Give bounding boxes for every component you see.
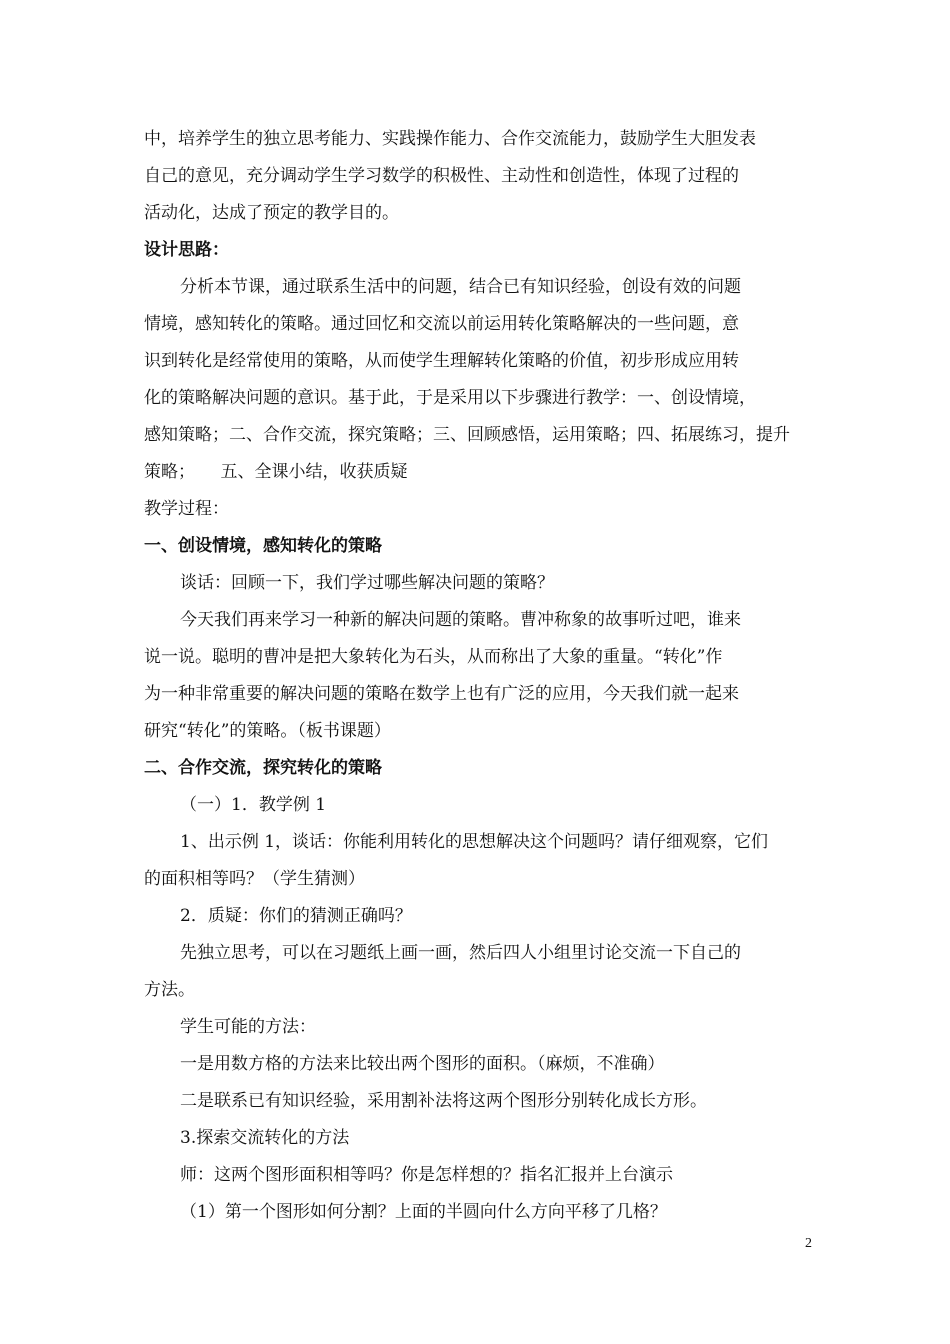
body-text-line: 谈话：回顾一下，我们学过哪些解决问题的策略？ <box>180 573 554 593</box>
body-text-line: 3.探索交流转化的方法 <box>180 1128 350 1148</box>
body-text-line: 二是联系已有知识经验，采用割补法将这两个图形分别转化成长方形。 <box>180 1091 707 1111</box>
body-text-line: 先独立思考，可以在习题纸上画一画，然后四人小组里讨论交流一下自己的 <box>180 943 741 963</box>
body-text-line: 中，培养学生的独立思考能力、实践操作能力、合作交流能力，鼓励学生大胆发表 <box>144 129 756 149</box>
body-text-line: 方法。 <box>144 980 195 1000</box>
section-heading-1: 一、创设情境，感知转化的策略 <box>144 536 382 556</box>
body-text-line: （1）第一个图形如何分割？上面的半圆向什么方向平移了几格？ <box>180 1202 667 1222</box>
section-heading-2: 二、合作交流，探究转化的策略 <box>144 758 382 778</box>
body-text-line: 化的策略解决问题的意识。基于此，于是采用以下步骤进行教学：一、创设情境， <box>144 388 756 408</box>
body-text-line: 情境，感知转化的策略。通过回忆和交流以前运用转化策略解决的一些问题，意 <box>144 314 739 334</box>
body-text-line: 的面积相等吗？（学生猜测） <box>144 869 365 889</box>
body-text-line: 识到转化是经常使用的策略，从而使学生理解转化策略的价值，初步形成应用转 <box>144 351 739 371</box>
body-text-line: 1、出示例 1，谈话：你能利用转化的思想解决这个问题吗？请仔细观察，它们 <box>180 832 769 852</box>
body-text-line: 一是用数方格的方法来比较出两个图形的面积。（麻烦，不准确） <box>180 1054 665 1074</box>
body-text-line: 自己的意见，充分调动学生学习数学的积极性、主动性和创造性，体现了过程的 <box>144 166 739 186</box>
body-text-line: 今天我们再来学习一种新的解决问题的策略。曹冲称象的故事听过吧，谁来 <box>180 610 741 630</box>
section-heading-design: 设计思路： <box>144 240 229 260</box>
body-text-line: 为一种非常重要的解决问题的策略在数学上也有广泛的应用，今天我们就一起来 <box>144 684 739 704</box>
page-number: 2 <box>805 1236 812 1251</box>
body-text-line: 分析本节课，通过联系生活中的问题，结合已有知识经验，创设有效的问题 <box>180 277 741 297</box>
body-text-line: 感知策略；二、合作交流，探究策略；三、回顾感悟，运用策略；四、拓展练习，提升 <box>144 425 790 445</box>
body-text-line: 活动化，达成了预定的教学目的。 <box>144 203 399 223</box>
body-text-line: 学生可能的方法： <box>180 1017 316 1037</box>
section-label-process: 教学过程： <box>144 499 229 519</box>
document-body <box>144 121 808 1231</box>
sub-heading-example-1: （一）1．教学例 1 <box>180 795 327 815</box>
body-text-line: 2．质疑：你们的猜测正确吗？ <box>180 906 412 926</box>
body-text-line: 说一说。聪明的曹冲是把大象转化为石头，从而称出了大象的重量。“转化”作 <box>144 647 723 667</box>
body-text-line: 师：这两个图形面积相等吗？你是怎样想的？指名汇报并上台演示 <box>180 1165 673 1185</box>
body-text-line: 研究“转化”的策略。（板书课题） <box>144 721 391 741</box>
body-text-line: 策略； 五、全课小结，收获质疑 <box>144 462 408 482</box>
